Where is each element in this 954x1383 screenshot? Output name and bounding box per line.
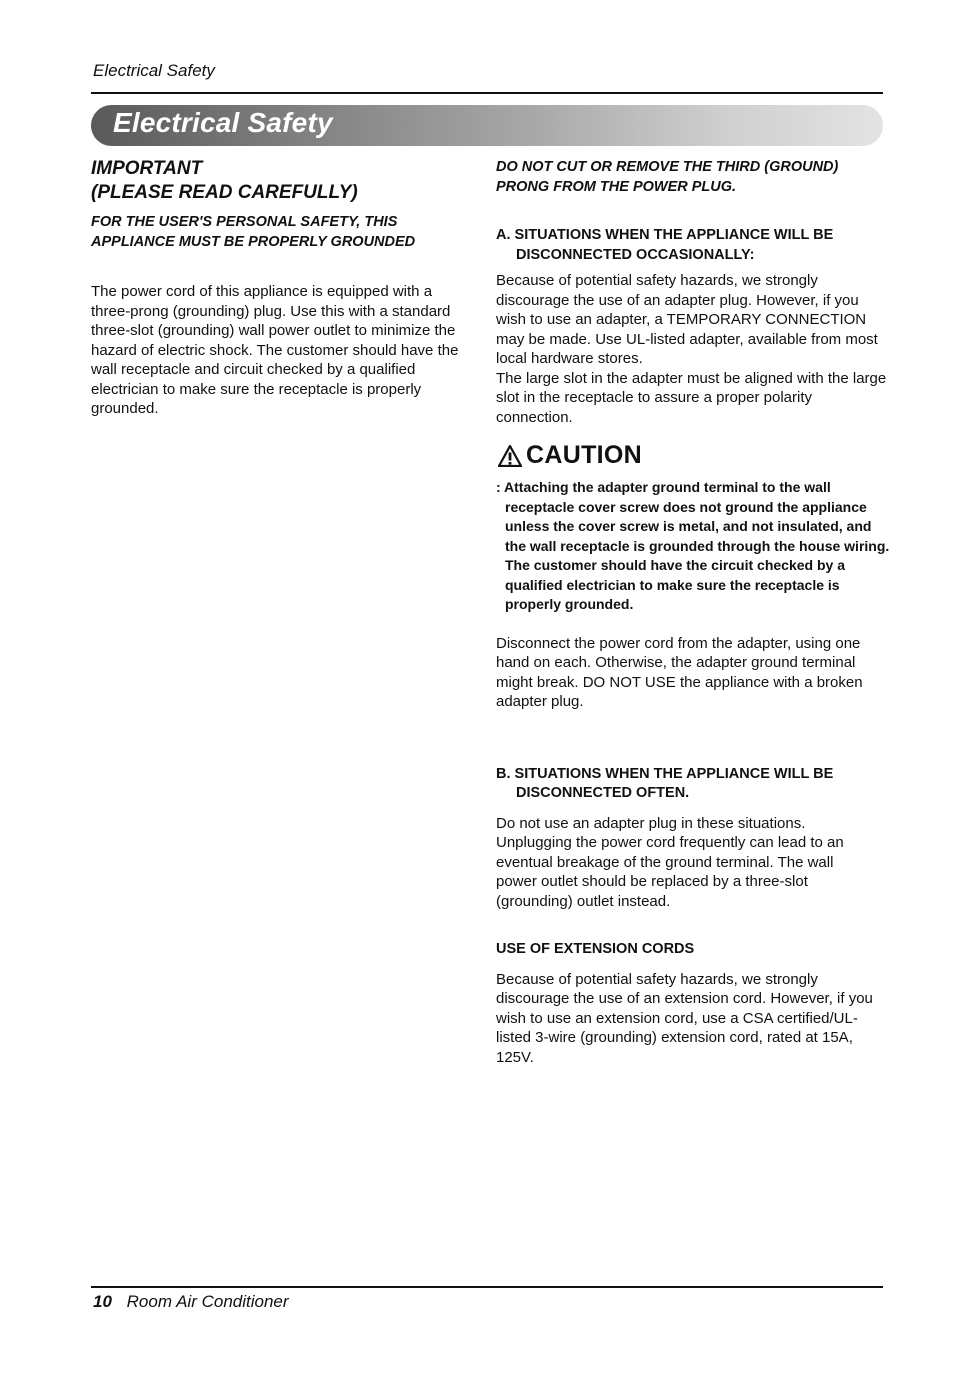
- caution-heading: [496, 441, 888, 470]
- running-header: Electrical Safety: [93, 61, 215, 80]
- section-a-heading: A. SITUATIONS WHEN THE APPLIANCE WILL BE DISCONNECTED OCCASIONALLY:: [496, 227, 834, 263]
- section-a-paragraph-2: The large slot in the adapter must be aligned with the large slot in the receptacle to assure a proper polarity connection.: [496, 369, 887, 426]
- grounding-subheading: FOR THE USER'S PERSONAL SAFETY, THIS APPLIANCE MUST BE PROPERLY GROUNDED: [91, 214, 416, 250]
- page-number: 10: [93, 1292, 112, 1311]
- ground-prong-warning: DO NOT CUT OR REMOVE THE THIRD (GROUND) PRONG FROM THE POWER PLUG.: [496, 159, 839, 195]
- left-column: [91, 157, 477, 419]
- caution-text: : Attaching the adapter ground terminal to the wall receptacle cover screw does not ground the appliance unless the cover screw is metal, and not insulated, and the wall receptacle is grounded through the house wiring. The customer should have the circuit checked by a qualified electrician to make sure the receptacle is properly grounded.: [496, 479, 890, 612]
- document-title: Room Air Conditioner: [126, 1292, 289, 1311]
- extension-cords-paragraph: Because of potential safety hazards, we strongly discourage the use of an extension cord. However, if you wish to use an extension cord, use a CSA certified/UL-listed 3-wire (grounding) extension cord, rated at 15A, 125V.: [496, 970, 873, 1066]
- disconnect-paragraph: Disconnect the power cord from the adapter, using one hand on each. Otherwise, the adapter ground terminal might break. DO NOT USE the appliance with a broken adapter plug.: [496, 634, 863, 710]
- section-title: Electrical Safety: [113, 107, 333, 138]
- section-b-heading: B. SITUATIONS WHEN THE APPLIANCE WILL BE DISCONNECTED OFTEN.: [496, 765, 834, 801]
- extension-cords-heading: USE OF EXTENSION CORDS: [496, 941, 695, 957]
- right-column: [496, 158, 888, 1067]
- power-cord-paragraph: The power cord of this appliance is equipped with a three-prong (grounding) plug. Use this with a standard three-slot (grounding) wall power outlet to minimize the hazard of electric shock. The customer should have the wall receptacle and circuit checked by a qualified electrician to make sure the receptacle is properly grounded.: [91, 283, 459, 417]
- header-rule: [91, 92, 883, 94]
- footer-rule: [91, 1286, 883, 1288]
- warning-triangle-icon: [498, 445, 522, 467]
- section-b-paragraph: Do not use an adapter plug in these situations. Unplugging the power cord frequently can lead to an eventual breakage of the ground terminal. The wall power outlet should be replaced by a three-slot (grounding) outlet instead.: [496, 814, 844, 910]
- important-heading-line1: IMPORTANT: [91, 158, 203, 179]
- caution-label: CAUTION: [526, 441, 642, 469]
- section-a-paragraph-1: Because of potential safety hazards, we strongly discourage the use of an adapter plug. However, if you wish to use an adapter, a TEMPORARY CONNECTION may be made. Use UL-listed adapter, available from most local hardware stores.: [496, 272, 878, 367]
- important-heading-line2: (PLEASE READ CAREFULLY): [91, 182, 358, 203]
- section-title-bar: [91, 105, 883, 146]
- page-footer: [93, 1292, 289, 1312]
